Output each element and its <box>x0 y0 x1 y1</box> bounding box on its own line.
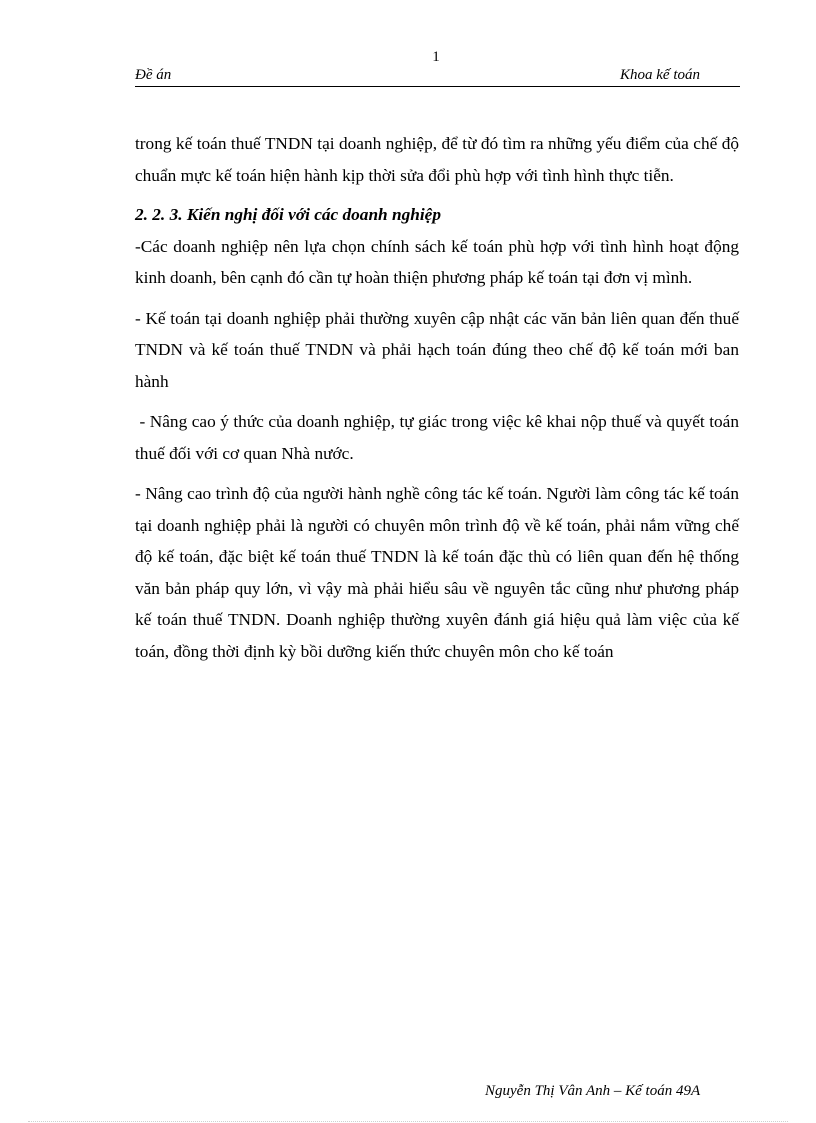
page-footer: Nguyễn Thị Vân Anh – Kế toán 49A <box>485 1083 701 1099</box>
paragraph-recommendation-2: - Kế toán tại doanh nghiệp phải thường xuyên cập nhật các văn bản liên quan đến thuế TNDN và kế toán thuế TNDN và phải hạch toán đúng theo chế độ kế toán mới ban hành <box>135 308 739 391</box>
paragraph-intro: trong kế toán thuế TNDN tại doanh nghiệp, để từ đó tìm ra những yếu điểm của chế độ chuẩn mực kế toán hiện hành kịp thời sửa đổi phù hợp với tình hình thực tiễn. <box>135 134 739 185</box>
page-number: 1 <box>432 49 440 65</box>
page-header <box>135 67 740 87</box>
header-left-text: Đề án <box>135 67 172 83</box>
header-right-text: Khoa kế toán <box>620 67 700 83</box>
paragraph-recommendation-4: - Nâng cao trình độ của người hành nghề công tác kế toán. Người làm công tác kế toán tại doanh nghiệp phải là người có chuyên môn trình độ về kế toán, phải nắm vững chế độ kế toán, đặc biệt kế toán thuế TNDN là kế toán đặc thù có liên quan đến hệ thống văn bản pháp quy lớn, vì vậy mà phải hiểu sâu về nguyên tắc cũng như phương pháp kế toán thuế TNDN. Doanh nghiệp thường xuyên đánh giá hiệu quả làm việc của kế toán, đồng thời định kỳ bồi dưỡng kiến thức chuyên môn cho kế toán <box>135 484 739 661</box>
paragraph-recommendation-1: -Các doanh nghiệp nên lựa chọn chính sách kế toán phù hợp với tình hình hoạt động kinh doanh, bên cạnh đó cần tự hoàn thiện phương pháp kế toán tại đơn vị mình. <box>135 236 739 287</box>
paragraph-recommendation-3: - Nâng cao ý thức của doanh nghiệp, tự giác trong việc kê khai nộp thuế và quyết toán thuế đối với cơ quan Nhà nước. <box>135 412 744 463</box>
section-heading: 2. 2. 3. Kiến nghị đối với các doanh nghiệp <box>135 205 441 224</box>
bottom-divider <box>28 1121 788 1122</box>
document-body <box>135 128 744 667</box>
